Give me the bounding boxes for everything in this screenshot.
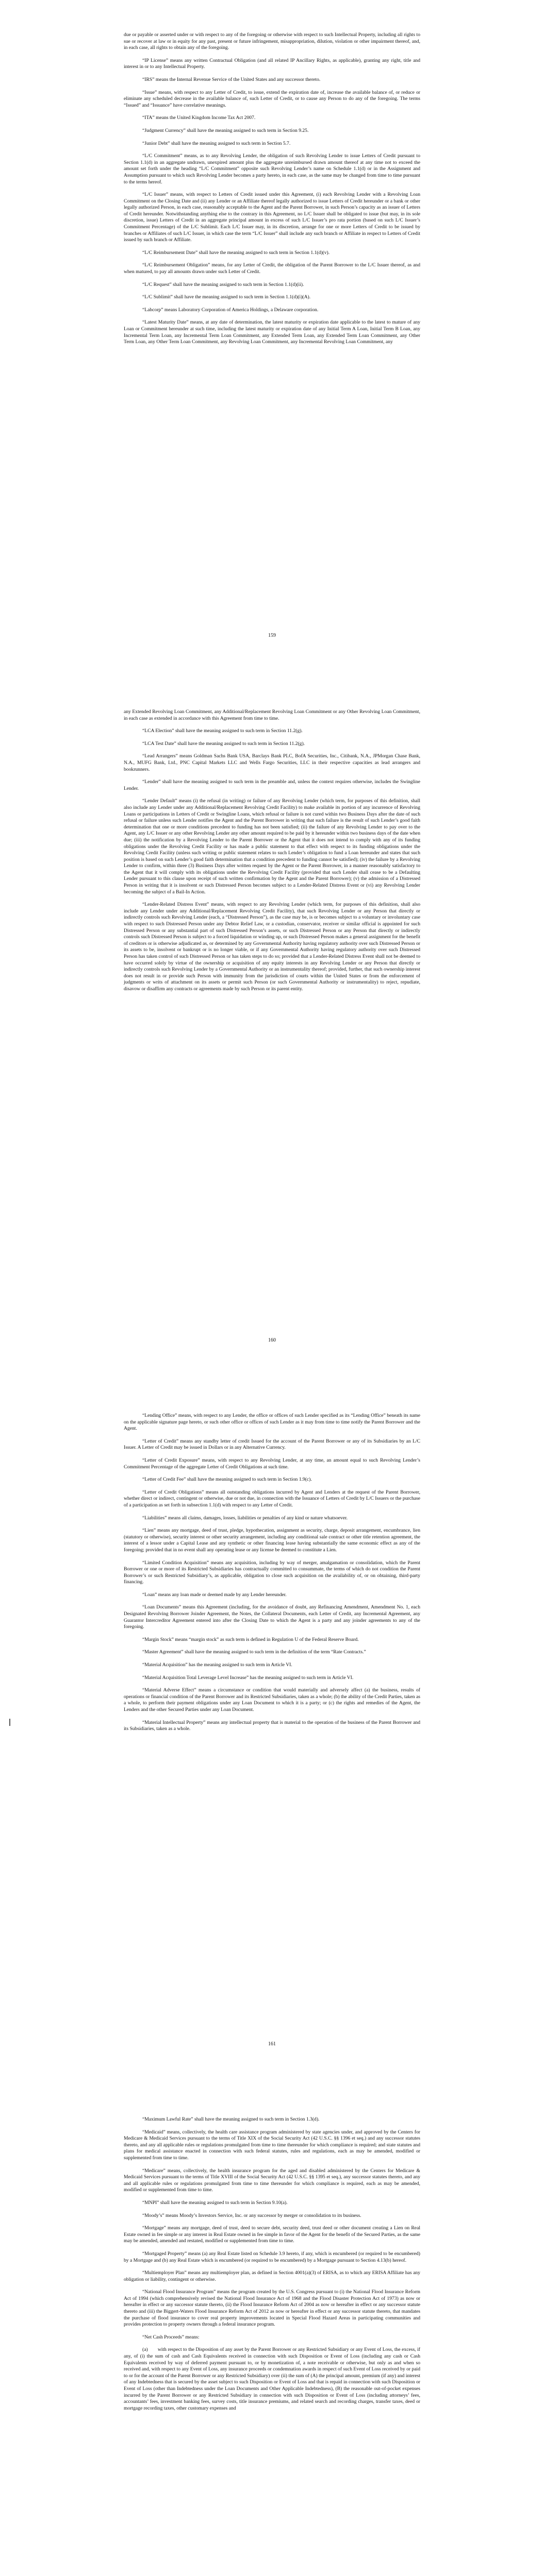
paragraph: “Master Agreement” shall have the meaning assigned to such term in the definition of the term “Rate Contracts.” xyxy=(142,1649,366,1655)
paragraph: due or payable or asserted under or with respect to any of the foregoing or otherwise with respect to such Intellectual Property, including all rights to sue or recover at law or in equity for any past, present or future infringement, misappropriation, dilution, violation or other impairment thereof, and, in each case, all rights to obtain any of the foregoing. xyxy=(124,32,420,51)
document-page-162 xyxy=(0,2116,544,2418)
page-number-161: 161 xyxy=(268,2041,276,2047)
paragraph: “Mortgaged Property” means (a) any Real Estate listed on Schedule 3.9 hereto, if any, which is encumbered (or required to be encumbered) by a Mortgage and (b) any Real Estate which is encumbered (or required to be encumbered) by a Mortgage pursuant to Section 4.13(b) hereof. xyxy=(124,2250,420,2263)
document-page-161 xyxy=(0,1413,544,1739)
paragraph: “LCA Test Date” shall have the meaning assigned to such term in Section 11.2(g). xyxy=(142,740,305,747)
paragraph: “L/C Commitment” means, as to any Revolving Lender, the obligation of such Revolving Lender to issue Letters of Credit pursuant to Section 1.1(d) in an aggregate undrawn, unexpired amount plus the aggregate unreimbursed drawn amount thereof at any time not to exceed the amount set forth under the heading “L/C Commitment” opposite such Revolving Lender’s name on Schedule 1.1(d) or in the Assignment and Assumption pursuant to which such Revolving Lender becomes a party hereto, in each case, as the same may be changed from time to time pursuant to the terms hereof. xyxy=(124,153,420,185)
paragraph: “Loan” means any loan made or deemed made by any Lender hereunder. xyxy=(142,1591,287,1598)
page-number-159: 159 xyxy=(268,633,276,638)
paragraph: “Material Acquisition” has the meaning assigned to such term in Article VI. xyxy=(142,1662,292,1668)
paragraph: “Lending Office” means, with respect to any Lender, the office or offices of such Lender specified as its “Lending Office” beneath its name on the applicable signature page hereto, or such other office or offices of such Lender as it may from time to time notify the Parent Borrower and the Agent. xyxy=(124,1413,420,1432)
paragraph: “Letter of Credit Exposure” means, with respect to any Revolving Lender, at any time, an amount equal to such Revolving Lender’s Commitment Percentage of the aggregate Letter of Credit Obligations at such time. xyxy=(124,1457,420,1470)
paragraph: “Medicare” means, collectively, the health insurance program for the aged and disabled administered by the Centers for Medicare & Medicaid Services pursuant to the terms of Title XVIII of the Social Security Act (42 U.S.C. §§ 1395 et seq.), any successor statutes thereto, and any and all applicable rules or regulations promulgated from time to time thereunder for which compliance is required, each as may be amended, modified or supplemented from time to time. xyxy=(124,2167,420,2193)
paragraph: “Liabilities” means all claims, damages, losses, liabilities or penalties of any kind or nature whatsoever. xyxy=(142,1515,348,1521)
document-page-160 xyxy=(0,709,544,999)
paragraph: “L/C Request” shall have the meaning assigned to such term in Section 1.1(d)(ii). xyxy=(142,281,304,287)
paragraph: “LCA Election” shall have the meaning assigned to such term in Section 11.2(g). xyxy=(142,728,303,734)
paragraph: any Extended Revolving Loan Commitment, any Additional/Replacement Revolving Loan Commitment or any Other Revolving Loan Commitment, in each case as extended in accordance with this Agreement from time to time. xyxy=(124,709,420,721)
paragraph: “Letter of Credit Obligations” means all outstanding obligations incurred by Agent and Lenders at the request of the Parent Borrower, whether direct or indirect, contingent or otherwise, due or not due, in connection with the Issuance of Letters of Credit by L/C Issuers or the purchase of a participation as set forth in subsection 1.1(d) with respect to any Letter of Credit. xyxy=(124,1489,420,1508)
paragraph: “IP License” means any written Contractual Obligation (and all related IP Ancillary Rights, as applicable), granting any right, title and interest in or to any Intellectual Property. xyxy=(124,57,420,70)
paragraph: “Loan Documents” means this Agreement (including, for the avoidance of doubt, any Refinancing Amendment, Amendment No. 1, each Designated Revolving Borrower Joinder Agreement, the Notes, the Collateral Documents, each Letter of Credit, any Incremental Agreement, any Guarantor Intercreditor Agreement entered into after the Closing Date to which the Agent is a party and any joinder agreements to any of the foregoing. xyxy=(124,1604,420,1630)
paragraph: “ITA” means the United Kingdom Income Tax Act 2007. xyxy=(142,115,256,121)
paragraph: “Medicaid” means, collectively, the health care assistance program administered by state agencies under, and approved by the Centers for Medicare & Medicaid Services pursuant to the terms of Title XIX of the Social Security Act (42 U.S.C. §§ 1396 et seq.) and any successor statutes thereto, and any all applicable rules or regulations promulgated from time to time thereunder for which compliance is required; and state statutes and plans for medical assistance enacted in connection with such federal statutes, rules and regulations, each as may be amended, modified or supplemented from time to time. xyxy=(124,2129,420,2161)
paragraph: “L/C Sublimit” shall have the meaning assigned to such term in Section 1.1(d)(i)(A). xyxy=(142,294,311,300)
paragraph: “Moody’s” means Moody’s Investors Service, Inc. or any successor by merger or consolidation to its business. xyxy=(142,2212,361,2218)
paragraph: “Margin Stock” means “margin stock” as such term is defined in Regulation U of the Federal Reserve Board. xyxy=(142,1636,359,1642)
paragraph: “Material Intellectual Property” means any intellectual property that is material to the operation of the business of the Parent Borrower and its Subsidiaries, taken as a whole. xyxy=(124,1719,420,1732)
paragraph: “Net Cash Proceeds” means: xyxy=(142,2334,200,2340)
page-number-160: 160 xyxy=(268,1337,276,1343)
paragraph: “Latest Maturity Date” means, at any date of determination, the latest maturity or expiration date applicable to the latest to mature of any Loan or Commitment hereunder at such time, including the latest maturity or expiration date of any Initial Term A Loan, Initial Term B Loan, any Incremental Term Loan, any Incremental Term Loan Commitment, any Extended Term Loan, any Extended Term Loan Commitment, any Other Term Loan, any Other Term Loan Commitment, any Revolving Loan Commitment, any Incremental Revolving Loan Commitment, any xyxy=(124,319,420,345)
paragraph: “Judgment Currency” shall have the meaning assigned to such term in Section 9.25. xyxy=(142,127,309,133)
paragraph: “IRS” means the Internal Revenue Service of the United States and any successor thereto. xyxy=(142,76,321,82)
paragraph: “Letter of Credit Fee” shall have the meaning assigned to such term in Section 1.9(c). xyxy=(142,1477,312,1483)
paragraph: “Issue” means, with respect to any Letter of Credit, to issue, extend the expiration date of, increase the available balance of, or reduce or eliminate any scheduled decrease in the available balance of, such Letter of Credit, or to cause any Person to do any of the foregoing. The terms “Issued” and “Issuance” have correlative meanings. xyxy=(124,89,420,108)
paragraph: “L/C Reimbursement Obligation” means, for any Letter of Credit, the obligation of the Parent Borrower to the L/C Issuer thereof, as and when matured, to pay all amounts drawn under such Letter of Credit. xyxy=(124,262,420,275)
paragraph: “Letter of Credit” means any standby letter of credit Issued for the account of the Parent Borrower or any of its Subsidiaries by an L/C Issuer. A Letter of Credit may be issued in Dollars or in any Alternative Currency. xyxy=(124,1438,420,1451)
paragraph: “Junior Debt” shall have the meaning assigned to such term in Section 5.7. xyxy=(142,140,291,146)
paragraph: “Material Acquisition Total Leverage Level Increase” has the meaning assigned to such term in Article VI. xyxy=(142,1674,354,1681)
revision-marker xyxy=(9,1719,10,1726)
paragraph: “Lender Default” means (i) the refusal (in writing) or failure of any Revolving Lender (which term, for purposes of this definition, shall also include any Lender under any Additional/Replacement Revolving Credit Facility) to make available its portion of any incurrence of Revolving Loans or participations in Letters of Credit or Swingline Loans, which refusal or failure is not cured within two Business Days after the date of such refusal or failure unless such Lender notifies the Agent and the Parent Borrower in writing that such failure is the result of such Lender’s good faith determination that one or more conditions precedent to funding has not been satisfied; (ii) the failure of any Revolving Lender to pay over to the Agent, any L/C Issuer or any other Revolving Lender any other amount required to be paid by it hereunder within two business days of the date when due; (iii) the notification by a Revolving Lender to the Parent Borrower or the Agent that it does not intend to comply with any of its funding obligations under the Revolving Credit Facility or has made a public statement to that effect with respect to its funding obligations under the Revolving Credit Facility (unless such writing or public statement relates to such Lender’s obligation to fund a Loan hereunder and states that such position is based on such Lender’s good faith determination that a condition precedent to funding cannot be satisfied); (iv) the failure by a Revolving Lender to confirm, within three (3) Business Days after written request by the Agent or the Parent Borrower, in a manner reasonably satisfactory to the Agent that it will comply with its obligations under the Revolving Credit Facility (provided that such Lender shall cease to be a Defaulting Lender pursuant to this clause upon receipt of such written confirmation by the Agent and the Parent Borrower); (v) the admission of a Distressed Person in writing that it is insolvent or such Distressed Person becomes subject to a Lender-Related Distress Event or (vi) any Revolving Lender becoming the subject of a Bail-In Action. xyxy=(124,798,420,895)
paragraph: “Lead Arrangers” means Goldman Sachs Bank USA, Barclays Bank PLC, BofA Securities, Inc., Citibank, N.A., JPMorgan Chase Bank, N.A., MUFG Bank, Ltd., PNC Capital Markets LLC and Wells Fargo Securities, LLC in their respective capacities as lead arrangers and bookrunners. xyxy=(124,753,420,772)
paragraph: “Mortgage” means any mortgage, deed of trust, deed to secure debt, security deed, trust deed or other document creating a Lien on Real Estate owned in fee simple or any interest in Real Estate owned in fee simple in favor of the Agent for the benefit of the Secured Parties, as the same may be amended, amended and restated, modified or supplemented from time to time. xyxy=(124,2225,420,2244)
paragraph: “Lender” shall have the meaning assigned to such term in the preamble and, unless the context requires otherwise, includes the Swingline Lender. xyxy=(124,779,420,791)
paragraph: “Labcorp” means Laboratory Corporation of America Holdings, a Delaware corporation. xyxy=(142,307,319,313)
paragraph: “Material Adverse Effect” means a circumstance or condition that would materially and adversely affect (a) the business, results of operations or financial condition of the Parent Borrower and its Restricted Subsidiaries, taken as a whole; (b) the ability of the Credit Parties, taken as a whole, to perform their payment obligations under any Loan Document to which it is a party; or (c) the rights and remedies of the Agent, the Lenders and the other Secured Parties under any Loan Document. xyxy=(124,1687,420,1713)
paragraph: “Lender-Related Distress Event” means, with respect to any Revolving Lender (which term, for purposes of this definition, shall also include any Lender under any Additional/Replacement Revolving Credit Facility), that such Revolving Lender or any Person that directly or indirectly controls such Revolving Lender (each, a “Distressed Person”), as the case may be, is or becomes subject to a voluntary or involuntary case with respect to such Distressed Person under any Debtor Relief Law, or a custodian, conservator, receiver or similar official is appointed for such Distressed Person or any substantial part of such Distressed Person’s assets, or such Distressed Person or any Person that directly or indirectly controls such Distressed Person is subject to a forced liquidation or winding up, or such Distressed Person makes a general assignment for the benefit of creditors or is otherwise adjudicated as, or determined by any Governmental Authority having regulatory authority over such Distressed Person or its assets to be, insolvent or bankrupt or is no longer viable, or if any Governmental Authority having regulatory authority over such Distressed Person has taken control of such Distressed Person or has taken steps to do so; provided that a Lender-Related Distress Event shall not be deemed to have occurred solely by virtue of the ownership or acquisition of any equity interests in any Revolving Lender or any Person that directly or indirectly controls such Revolving Lender by a Governmental Authority or an instrumentality thereof; provided, further, that such ownership interest does not result in or provide such Person with immunity from the jurisdiction of courts within the United States or from the enforcement of judgments or writs of attachment on its assets or permit such Person (or such Governmental Authority or instrumentality) to reject, repudiate, disavow or disaffirm any contracts or agreements made by such Person or its parent entity. xyxy=(124,902,420,992)
paragraph: “Lien” means any mortgage, deed of trust, pledge, hypothecation, assignment as security, charge, deposit arrangement, encumbrance, lien (statutory or otherwise), security interest or other security arrangement, including any conditional sale contract or other title retention agreement, the interest of a lessor under a Capital Lease and any synthetic or other financing lease having substantially the same economic effect as any of the foregoing; provided that in no event shall any operating lease or any license be deemed to constitute a Lien. xyxy=(124,1528,420,1553)
paragraph: “National Flood Insurance Program” means the program created by the U.S. Congress pursuant to (i) the National Flood Insurance Reform Act of 1994 (which comprehensively revised the National Flood Insurance Act of 1968 and the Flood Disaster Protection Act of 1973) as now or hereafter in effect or any successor statute thereto, (ii) the Flood Insurance Reform Act of 2004 as now or hereafter in effect or any successor statute thereto and (iii) the Biggert-Waters Flood Insurance Reform Act of 2012 as now or hereafter in effect or any successor statute thereto, that mandates the purchase of flood insurance to cover real property improvements located in Special Flood Hazard Areas in participating communities and provides protection to property owners through a federal insurance program. xyxy=(124,2289,420,2328)
paragraph: “L/C Reimbursement Date” shall have the meaning assigned to such term in Section 1.1(d)(v). xyxy=(142,249,330,256)
paragraph: “MNPI” shall have the meaning assigned to such term in Section 9.10(a). xyxy=(142,2199,288,2206)
paragraph: “Maximum Lawful Rate” shall have the meaning assigned to such term in Section 1.3(d). xyxy=(142,2116,320,2122)
document-page-159 xyxy=(0,32,544,352)
paragraph: “L/C Issuer” means, with respect to Letters of Credit issued under this Agreement, (i) each Revolving Lender with a Revolving Loan Commitment on the Closing Date and (ii) any Lender or an Affiliate thereof legally authorized to issue Letters of Credit hereunder or a bank or other legally authorized Person, in each case, reasonably acceptable to the Agent and the Parent Borrower, in such Person’s capacity as an issuer of Letters of Credit hereunder. Notwithstanding anything else to the contrary in this Agreement, no L/C Issuer shall be obligated to issue (but may, in its sole discretion, issue) Letters of Credit in an aggregate principal amount in excess of such L/C Issuer’s pro rata portion (based on such L/C Issuer’s Commitment Percentage) of the L/C Sublimit. Each L/C Issuer may, in its discretion, arrange for one or more Letters of Credit to be issued by branches or Affiliates of such L/C Issuer, in which case the term “L/C Issuer” shall include any such branch or Affiliate in respect to Letters of Credit issued by such branch or Affiliate. xyxy=(124,192,420,243)
paragraph: “Limited Condition Acquisition” means any acquisition, including by way of merger, amalgamation or consolidation, which the Parent Borrower or one or more of its Restricted Subsidiaries has contractually committed to consummate, the terms of which do not condition the Parent Borrower’s or such Restricted Subsidiary’s, as applicable, obligation to close such acquisition on the availability of, or on obtaining, third-party financing. xyxy=(124,1560,420,1585)
paragraph: (a) with respect to the Disposition of any asset by the Parent Borrower or any Restricted Subsidiary or any Event of Loss, the excess, if any, of (i) the sum of cash and Cash Equivalents received in connection with such Disposition or Event of Loss (including any cash or Cash Equivalents received by way of deferred payment pursuant to, or by monetization of, a note receivable or otherwise, but only as and when so received and, with respect to any Event of Loss, any insurance proceeds or condemnation awards in respect of such Event of Loss received by or paid to or for the account of the Parent Borrower or any Restricted Subsidiary) over (ii) the sum of (A) the principal amount, premium (if any) and interest of any Indebtedness that is secured by the asset subject to such Disposition or Event of Loss and that is repaid in connection with such Disposition or Event of Loss (other than Indebtedness under the Loan Documents and Other Applicable Indebtedness), (B) the reasonable out-of-pocket expenses incurred by the Parent Borrower or any Restricted Subsidiary in connection with such Disposition or Event of Loss (including attorneys’ fees, accountants’ fees, investment banking fees, survey costs, title insurance premiums, and related search and recording charges, transfer taxes, deed or mortgage recording taxes, other customary expenses and xyxy=(124,2347,420,2411)
paragraph: “Multiemployer Plan” means any multiemployer plan, as defined in Section 4001(a)(3) of ERISA, as to which any ERISA Affiliate has any obligation or liability, contingent or otherwise. xyxy=(124,2270,420,2282)
